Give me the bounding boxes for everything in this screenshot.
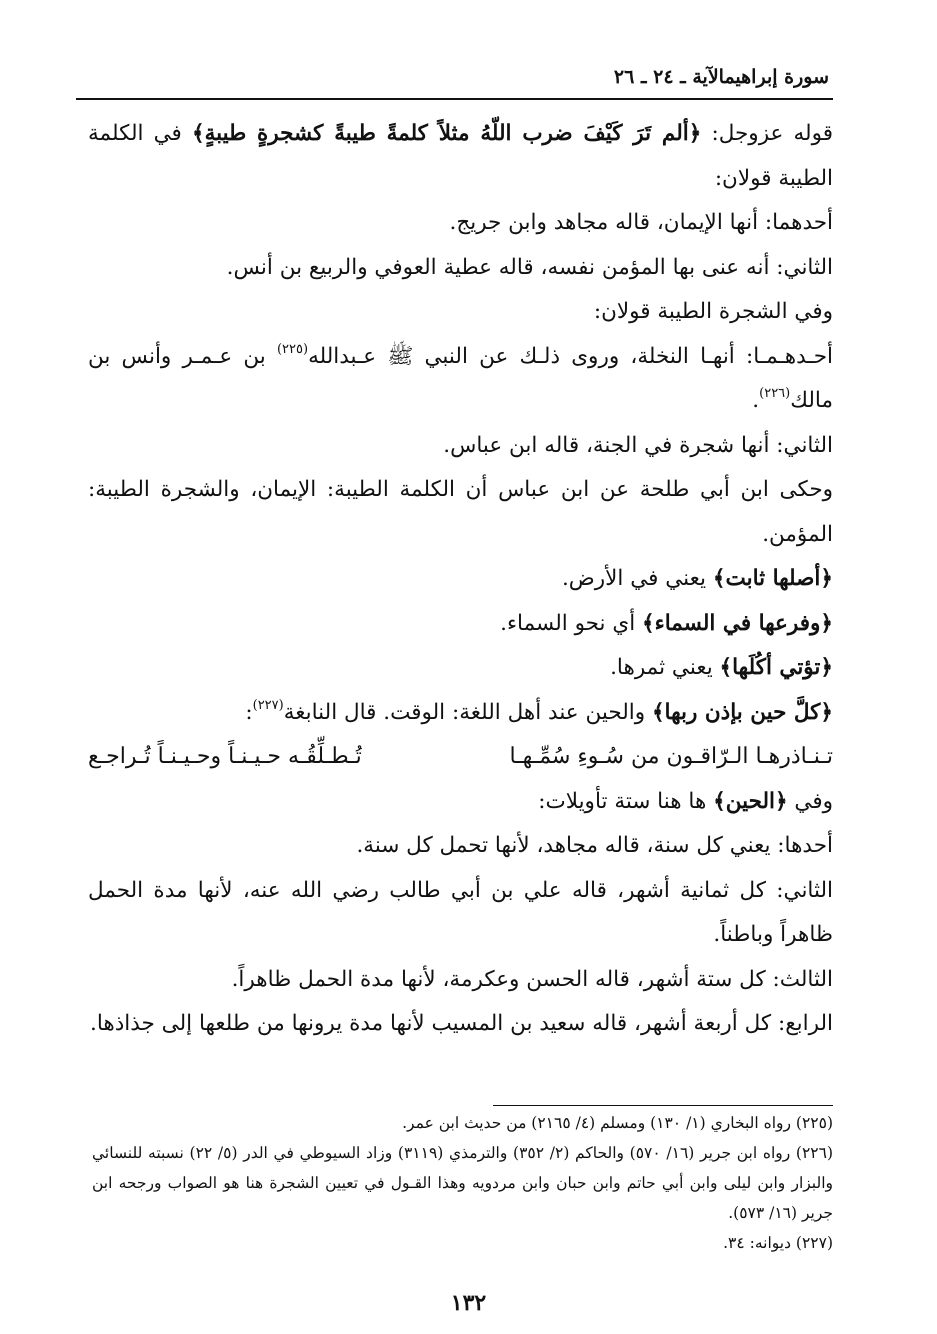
paragraph-branches: ﴿وفرعها في السماء﴾ أي نحو السماء. [500, 610, 833, 636]
footnote-ref-225[interactable]: (٢٢٥) [276, 341, 309, 357]
paragraph-roots: ﴿أصلها ثابت﴾ يعني في الأرض. [561, 566, 833, 591]
quran-verse: ﴿وفرعها في السماء﴾ [642, 610, 833, 636]
footnotes [92, 1108, 833, 1258]
paragraph-interpretations-intro: وفي ﴿الحين﴾ ها هنا ستة تأويلات: [538, 788, 833, 814]
quran-verse: ﴿أصلها ثابت﴾ [712, 566, 833, 591]
footnote-rule [493, 1105, 833, 1106]
quran-verse: ﴿تؤتي أكُلَها﴾ [719, 655, 833, 680]
running-header: سورة إبراهيمالآية ـ ٢٤ ـ ٢٦ [613, 66, 829, 88]
poem-second-hemistich: تُـطـلِّقُـه حـيـنـاً وحـيـنـاً تُـراجـع [88, 744, 362, 769]
quran-verse: ﴿ألم تَرَ كَيْفَ ضرب اللّهُ مثلاً كلمةً طيبةً كشجرةٍ طيبةٍ﴾ [191, 121, 702, 146]
paragraph-tree-first: أحـدهـمـا: أنهـا النخلة، وروى ذلـك عن النبي ﷺ عـبدالله$^{(٢٢٥)}$ بن عـمـر وأنس بن مالك$^{(٢٢٦)}$. [88, 341, 833, 413]
paragraph-tree-intro: وفي الشجرة الطيبة قولان: [593, 299, 833, 324]
paragraph-interpretation-1: أحدها: يعني كل سنة، قاله مجاهد، لأنها تحمل كل سنة. [356, 833, 833, 858]
paragraph-tree-second: الثاني: أنها شجرة في الجنة، قاله ابن عباس. [443, 432, 833, 458]
quran-verse: ﴿الحين﴾ [713, 788, 788, 814]
footnote-ref-226[interactable]: (٢٢٦) [759, 386, 791, 401]
footnote-226: (٢٢٦) رواه ابن جرير (١٦/ ٥٧٠) والحاكم (٢/ ٣٥٢) والترمذي (٣١١٩) وزاد السيوطي في الدر (٥/ ٢٢) نسبته للنسائي والبزار وابن ليلى وابن أبي حاتم وابن حبان وابن مردويه وهذا القـول في تعيين الشجرة هنا هو الصواب ورجحه ابن جرير (١٦/ ٥٧٣). [92, 1144, 834, 1222]
paragraph-interpretation-2: الثاني: كل ثمانية أشهر، قاله علي بن أبي طالب رضي الله عنه، لأنها مدة الحمل ظاهراً وباطناً. [88, 877, 833, 947]
poem-first-hemistich: تـنـاذرهـا الـرّاقـون من سُـوءِ سُمِّـهـا [509, 744, 833, 769]
paragraph-verse-intro: قوله عزوجل: ﴿ألم تَرَ كَيْفَ ضرب اللّهُ مثلاً كلمةً طيبةً كشجرةٍ طيبةٍ﴾ في الكلمة الطيبة قولان: [88, 121, 833, 191]
paragraph-fruit: ﴿تؤتي أكُلَها﴾ يعني ثمرها. [610, 655, 833, 680]
poem-verse [88, 735, 833, 780]
header-rule [76, 98, 833, 100]
paragraph-ibn-abi-talha: وحكى ابن أبي طلحة عن ابن عباس أن الكلمة الطيبة: الإيمان، والشجرة الطيبة: المؤمن. [88, 477, 833, 547]
paragraph-interpretation-3: الثالث: كل ستة أشهر، قاله الحسن وعكرمة، لأنها مدة الحمل ظاهراً. [231, 966, 833, 992]
footnote-ref-227[interactable]: (٢٢٧) [252, 697, 284, 713]
footnote-225: (٢٢٥) رواه البخاري (١/ ١٣٠) ومسلم (٤/ ٢١٦٥) من حديث ابن عمر. [402, 1114, 833, 1132]
quran-verse: ﴿كلَّ حين بإذن ربها﴾ [651, 699, 833, 725]
footnote-227: (٢٢٧) ديوانه: ٣٤. [723, 1234, 833, 1252]
paragraph-interpretation-4: الرابع: كل أربعة أشهر، قاله سعيد بن المسيب لأنها مدة يرونها من طلعها إلى جذاذها. [90, 1011, 833, 1036]
main-text [88, 112, 833, 1047]
paragraph-second-opinion: الثاني: أنه عنى بها المؤمن نفسه، قاله عطية العوفي والربيع بن أنس. [226, 254, 833, 280]
page-number: ١٣٢ [450, 1290, 487, 1316]
paragraph-every-time: ﴿كلَّ حين بإذن ربها﴾ والحين عند أهل اللغة: الوقت. قال النابغة$^{(٢٢٧)}$: [245, 697, 833, 725]
paragraph-first-opinion: أحدهما: أنها الإيمان، قاله مجاهد وابن جريج. [449, 210, 833, 235]
